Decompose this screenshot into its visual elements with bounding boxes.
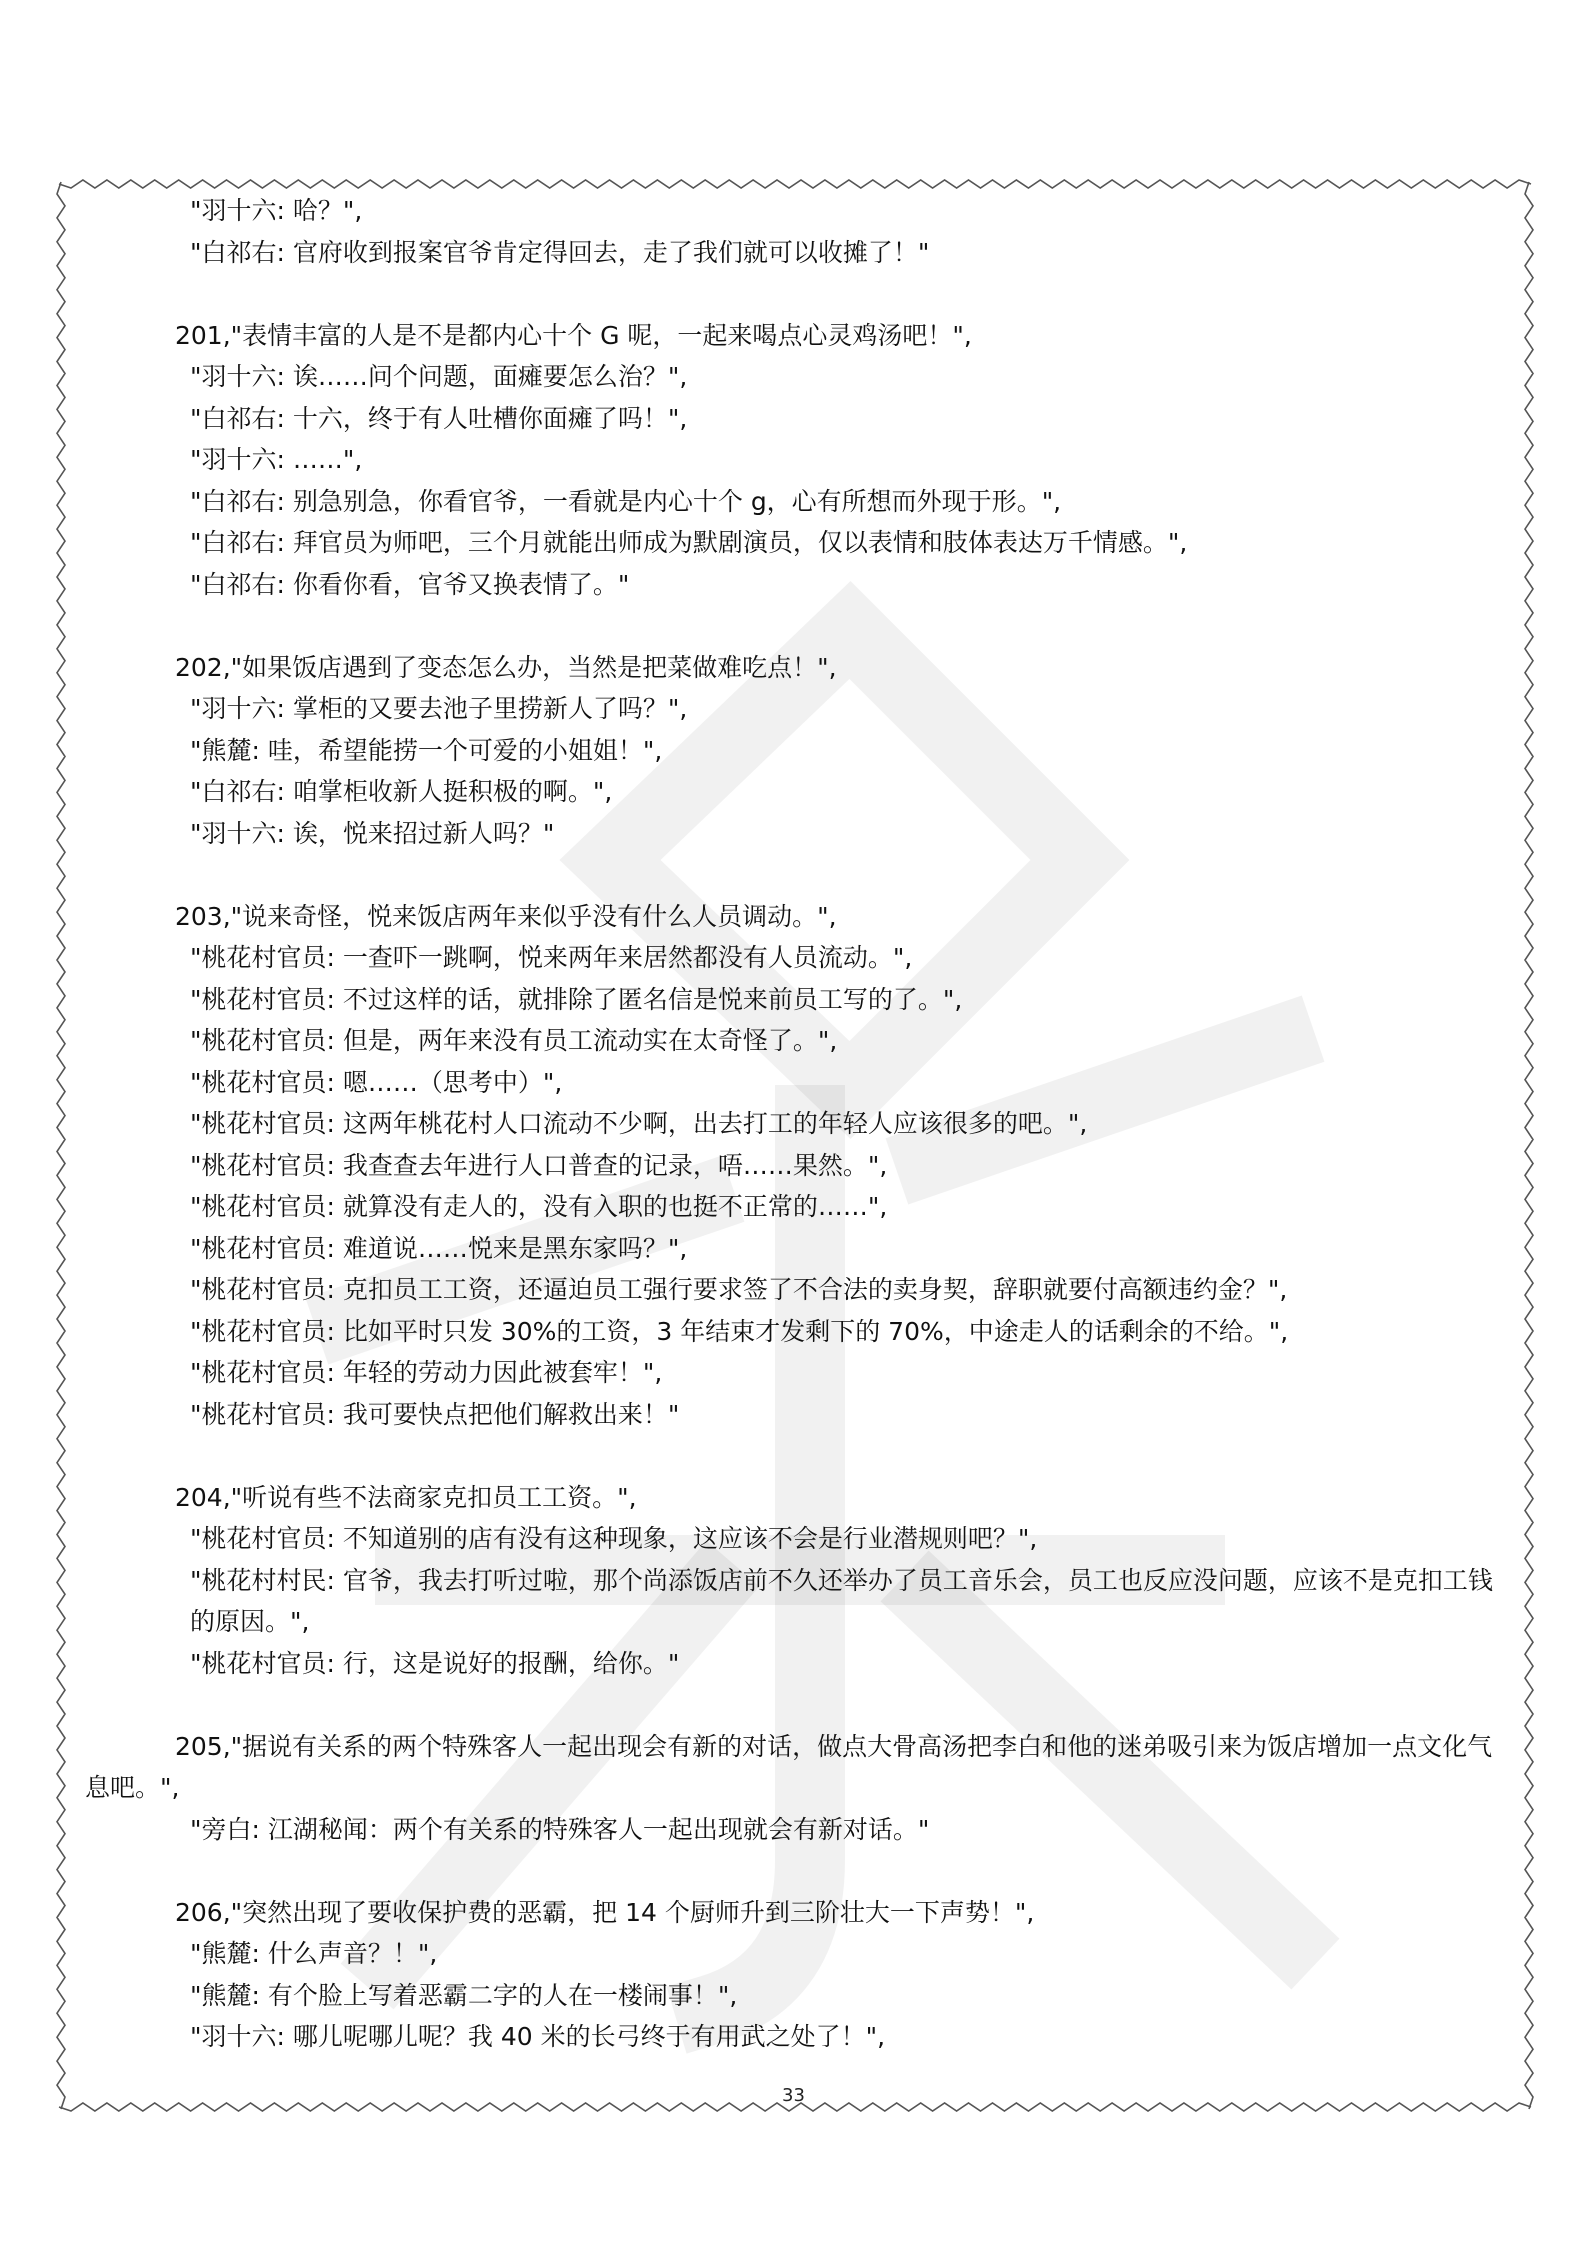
dialogue-block (85, 1684, 1505, 1850)
page-number: 33 (782, 2085, 805, 2106)
dialogue-line: "桃花村官员: 不知道别的店有没有这种现象，这应该不会是行业潜规则吧？", (190, 1524, 1038, 1553)
dialogue-block (85, 1435, 1505, 1684)
dialogue-line: "白祁右: 十六，终于有人吐槽你面瘫了吗！", (190, 403, 688, 433)
dialogue-line: "桃花村村民: 官爷，我去打听过啦，那个尚添饭店前不久还举办了员工音乐会，员工也反应没问题，应该不是克扣工钱的原因。", (190, 1565, 1493, 1636)
paragraph-gap (85, 1684, 1505, 1726)
dialogue-line: "桃花村官员: 不过这样的话，就排除了匿名信是悦来前员工写的了。", (190, 984, 963, 1014)
entry-heading: 205,"据说有关系的两个特殊客人一起出现会有新的对话，做点大骨高汤把李白和他的迷弟吸引来为饭店增加一点文化气息吧。", (85, 1731, 1493, 1802)
dialogue-line: "羽十六: 掌柜的又要去池子里捞新人了吗？", (190, 694, 688, 723)
dialogue-line: "白祁右: 你看你看，官爷又换表情了。" (190, 569, 630, 599)
dialogue-block (85, 273, 1505, 605)
dialogue-line: "羽十六: ……", (190, 445, 363, 474)
dialogue-line: "羽十六: 哈？", (190, 196, 363, 225)
paragraph-gap (85, 1435, 1505, 1477)
dialogue-line: "桃花村官员: 我可要快点把他们解救出来！" (190, 1399, 680, 1429)
dialogue-line: "白祁右: 别急别急，你看官爷，一看就是内心十个 g，心有所想而外现于形。", (190, 486, 1062, 516)
entry-heading: 206,"突然出现了要收保护费的恶霸，把 14 个厨师升到三阶壮大一下声势！", (175, 1897, 1035, 1927)
dialogue-line: "羽十六: 诶，悦来招过新人吗？" (190, 818, 555, 848)
dialogue-line: "桃花村官员: 这两年桃花村人口流动不少啊，出去打工的年轻人应该很多的吧。", (190, 1109, 1088, 1138)
entry-heading: 202,"如果饭店遇到了变态怎么办，当然是把菜做难吃点！", (175, 652, 837, 682)
dialogue-line: "桃花村官员: 比如平时只发 30%的工资，3 年结束才发剩下的 70%，中途走人的话剩余的不给。", (190, 1316, 1289, 1346)
paragraph-gap (85, 273, 1505, 315)
dialogue-line: "桃花村官员: 克扣员工工资，还逼迫员工强行要求签了不合法的卖身契，辞职就要付高额违约金？", (190, 1275, 1288, 1304)
dialogue-block (85, 1850, 1505, 2058)
paragraph-gap (85, 854, 1505, 896)
dialogue-line: "白祁右: 官府收到报案官爷肯定得回去，走了我们就可以收摊了！" (190, 237, 930, 267)
dialogue-block (85, 854, 1505, 1435)
paragraph-gap (85, 605, 1505, 647)
dialogue-line: "熊麓: 什么声音？！", (190, 1939, 438, 1968)
dialogue-line: "羽十六: 哪儿呢哪儿呢？我 40 米的长弓终于有用武之处了！", (190, 2022, 886, 2051)
dialogue-line: "桃花村官员: 难道说……悦来是黑东家吗？", (190, 1233, 688, 1263)
dialogue-line: "白祁右: 咱掌柜收新人挺积极的啊。", (190, 777, 613, 806)
entry-heading: 203,"说来奇怪，悦来饭店两年来似乎没有什么人员调动。", (175, 901, 837, 931)
document-body (85, 190, 1505, 2058)
dialogue-line: "白祁右: 拜官员为师吧，三个月就能出师成为默剧演员，仅以表情和肢体表达万千情感。", (190, 528, 1188, 557)
entry-heading: 204,"听说有些不法商家克扣员工工资。", (175, 1482, 637, 1512)
dialogue-line: "桃花村官员: 一查吓一跳啊，悦来两年来居然都没有人员流动。", (190, 943, 913, 972)
dialogue-line: "羽十六: 诶……问个问题，面瘫要怎么治？", (190, 362, 688, 391)
dialogue-line: "桃花村官员: 就算没有走人的，没有入职的也挺不正常的……", (190, 1192, 888, 1221)
dialogue-block (85, 190, 1505, 273)
dialogue-line: "桃花村官员: 但是，两年来没有员工流动实在太奇怪了。", (190, 1026, 838, 1055)
dialogue-line: "桃花村官员: 年轻的劳动力因此被套牢！", (190, 1358, 663, 1387)
dialogue-line: "桃花村官员: 行，这是说好的报酬，给你。" (190, 1648, 680, 1678)
dialogue-line: "桃花村官员: 嗯……（思考中）", (190, 1067, 563, 1097)
dialogue-block (85, 605, 1505, 854)
dialogue-line: "桃花村官员: 我查查去年进行人口普查的记录，唔……果然。", (190, 1150, 888, 1180)
entry-heading: 201,"表情丰富的人是不是都内心十个 G 呢，一起来喝点心灵鸡汤吧！", (175, 320, 972, 350)
paragraph-gap (85, 1850, 1505, 1892)
dialogue-line: "熊麓: 有个脸上写着恶霸二字的人在一楼闹事！", (190, 1980, 738, 2010)
dialogue-line: "旁白: 江湖秘闻：两个有关系的特殊客人一起出现就会有新对话。" (190, 1814, 930, 1844)
dialogue-line: "熊麓: 哇，希望能捞一个可爱的小姐姐！", (190, 735, 663, 765)
